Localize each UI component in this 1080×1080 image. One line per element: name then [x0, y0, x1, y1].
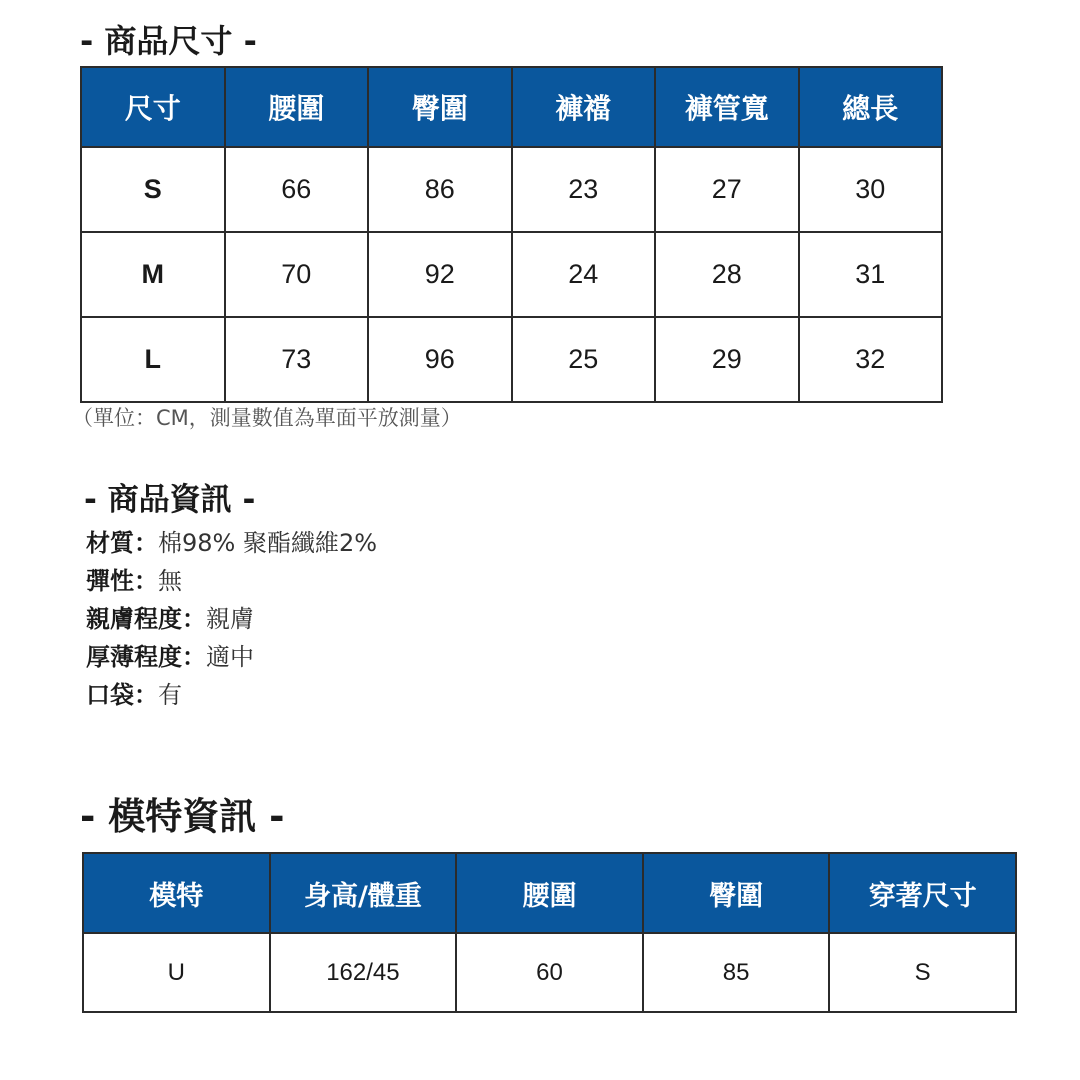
info-key: 彈性: [86, 567, 134, 595]
info-key: 厚薄程度: [86, 643, 182, 671]
table-cell: 25: [512, 317, 656, 402]
model-header-model: 模特: [83, 853, 270, 933]
model-table-header-row: [83, 853, 1016, 933]
table-cell: 70: [225, 232, 369, 317]
info-separator: ：: [134, 681, 158, 709]
info-separator: ：: [134, 529, 158, 557]
table-cell: 66: [225, 147, 369, 232]
model-header-worn-size: 穿著尺寸: [829, 853, 1016, 933]
info-value: 無: [158, 567, 182, 595]
info-value: 適中: [206, 643, 254, 671]
product-info-list: [86, 524, 377, 714]
info-key: 材質: [86, 529, 134, 557]
table-cell: 86: [368, 147, 512, 232]
info-key: 親膚程度: [86, 605, 182, 633]
info-value: 有: [158, 681, 182, 709]
table-cell: S: [829, 933, 1016, 1012]
info-item-pocket: [86, 676, 377, 714]
info-separator: ：: [182, 643, 206, 671]
info-separator: ：: [182, 605, 206, 633]
size-header-size: 尺寸: [81, 67, 225, 147]
size-header-length: 總長: [799, 67, 943, 147]
table-row: [83, 933, 1016, 1012]
size-header-leg-opening: 褲管寬: [655, 67, 799, 147]
table-cell: 24: [512, 232, 656, 317]
size-table-header-row: [81, 67, 942, 147]
size-header-hip: 臀圍: [368, 67, 512, 147]
table-cell: 85: [643, 933, 830, 1012]
table-cell: 92: [368, 232, 512, 317]
table-cell: 23: [512, 147, 656, 232]
info-item-material: [86, 524, 377, 562]
size-section-title: - 商品尺寸 -: [80, 22, 257, 60]
model-header-height-weight: 身高/體重: [270, 853, 457, 933]
size-header-rise: 褲襠: [512, 67, 656, 147]
table-cell: 28: [655, 232, 799, 317]
size-cell: S: [81, 147, 225, 232]
size-table: [80, 66, 943, 403]
info-value: 棉98% 聚酯纖維2%: [158, 529, 378, 557]
table-cell: 32: [799, 317, 943, 402]
info-item-elasticity: [86, 562, 377, 600]
table-cell: 30: [799, 147, 943, 232]
table-row: [81, 317, 942, 402]
table-cell: 29: [655, 317, 799, 402]
measurement-note: （單位：CM，測量數值為單面平放測量）: [72, 406, 462, 430]
table-cell: 96: [368, 317, 512, 402]
table-cell: 162/45: [270, 933, 457, 1012]
info-item-thickness: [86, 638, 377, 676]
model-header-hip: 臀圍: [643, 853, 830, 933]
info-separator: ：: [134, 567, 158, 595]
info-value: 親膚: [206, 605, 254, 633]
model-section-title: - 模特資訊 -: [80, 795, 285, 838]
table-cell: 31: [799, 232, 943, 317]
info-key: 口袋: [86, 681, 134, 709]
size-cell: M: [81, 232, 225, 317]
size-cell: L: [81, 317, 225, 402]
table-cell: 60: [456, 933, 643, 1012]
table-cell: U: [83, 933, 270, 1012]
model-table: [82, 852, 1017, 1013]
table-row: [81, 232, 942, 317]
table-cell: 27: [655, 147, 799, 232]
info-section-title: - 商品資訊 -: [84, 482, 256, 518]
table-row: [81, 147, 942, 232]
table-cell: 73: [225, 317, 369, 402]
size-header-waist: 腰圍: [225, 67, 369, 147]
model-header-waist: 腰圍: [456, 853, 643, 933]
info-item-skin-friendliness: [86, 600, 377, 638]
